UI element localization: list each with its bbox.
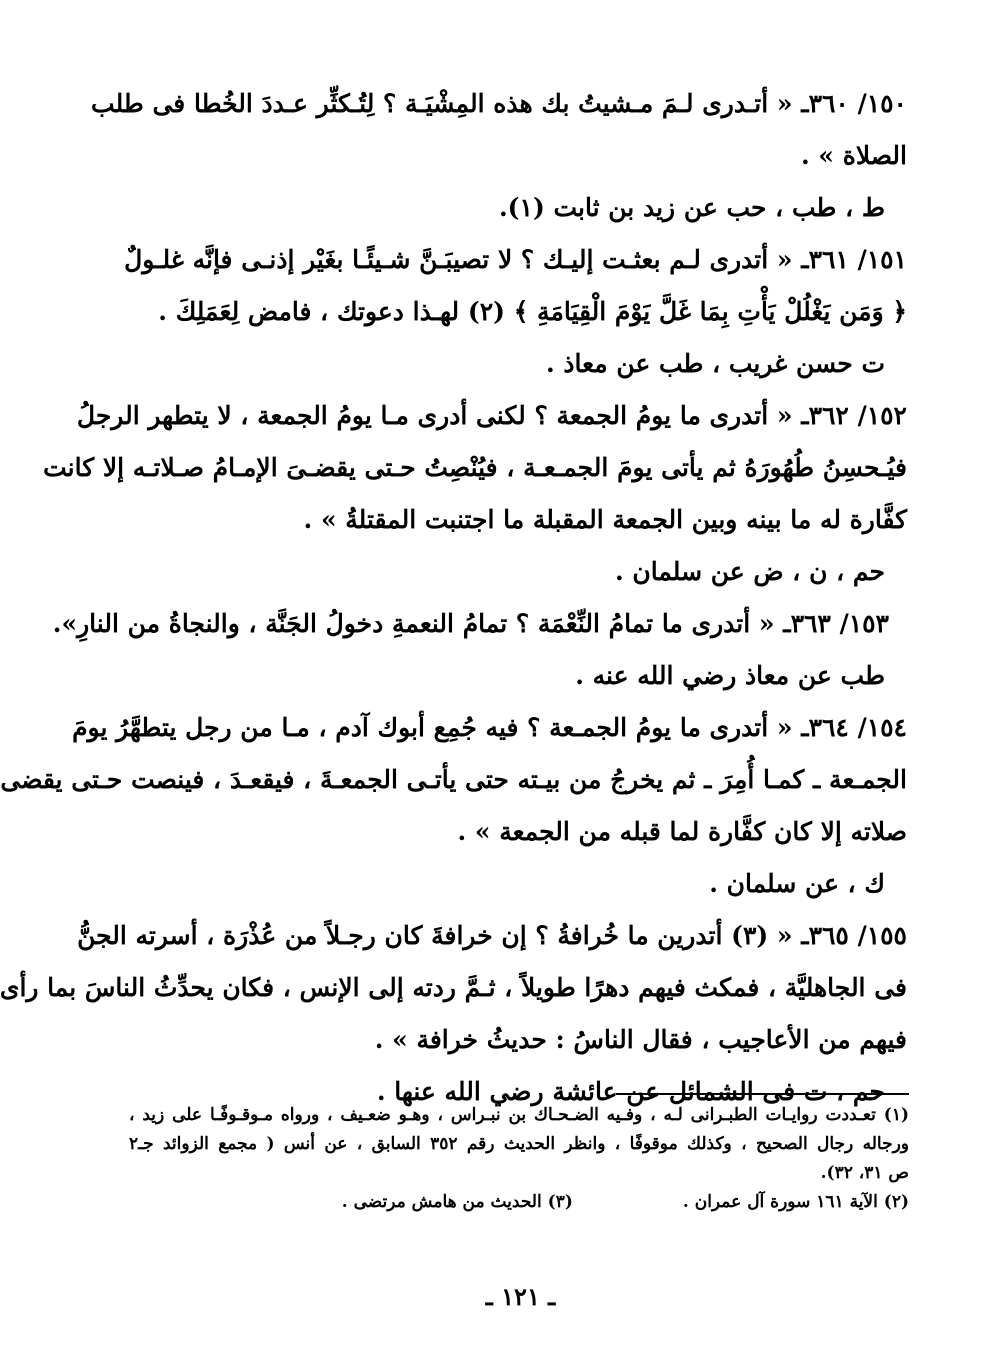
page-number: ـ ١٢١ ـ bbox=[485, 1282, 556, 1311]
hadith-entry-150 bbox=[91, 78, 907, 234]
hadith-text-line: فيهم من الأعاجيب ، فقال الناسُ : حديثُ خرافة » . bbox=[374, 1025, 907, 1054]
hadith-source: ت حسن غريب ، طب عن معاذ . bbox=[546, 349, 885, 378]
hadith-source: حم ، ت فى الشمائل عن عائشة رضي الله عنها . bbox=[376, 1077, 885, 1106]
hadith-text-line: ١٥١/ ٣٦١ـ « أتدرى لـم بعثـت إليـك ؟ لا تصيبَـنَّ شـيئًـا بغَيْر إذنـى فإنَّه غلـولٌ bbox=[124, 245, 907, 274]
hadith-text-line: فيُـحسِنُ طُهُورَهُ ثم يأتى يومَ الجمـعـة ، فيُنْصِتُ حـتى يقضـىَ الإمـامُ صـلاتـه إلا كانت bbox=[43, 453, 907, 482]
hadith-entry-151 bbox=[124, 234, 907, 390]
hadith-entry-154 bbox=[0, 702, 907, 910]
hadith-text-line: ١٥٠/ ٣٦٠ـ « أتـدرى لـمَ مـشيتُ بك هذه المِشْيَـة ؟ لِتُـكثِّر عـددَ الخُطا فى طلب bbox=[91, 89, 907, 118]
hadith-text-line: ١٥٤/ ٣٦٤ـ « أتدرى ما يومُ الجمـعة ؟ فيه جُمِع أبوك آدم ، مـا من رجل يتطهَّرُ يومَ bbox=[72, 713, 907, 742]
hadith-entry-153 bbox=[52, 598, 907, 702]
footnote-3: (٣) الحديث من هامش مرتضى . bbox=[341, 1192, 573, 1212]
hadith-entry-152 bbox=[43, 390, 907, 598]
hadith-text-line: الجمـعة ـ كمـا أُمِرَ ـ ثم يخرجُ من بيـته حتى يأتـى الجمعـةَ ، فيقعـدَ ، فينصت حـتى يقضى bbox=[0, 765, 907, 794]
hadith-text-line: ١٥٣/ ٣٦٣ـ « أتدرى ما تمامُ النِّعْمَة ؟ تمامُ النعمةِ دخولُ الجَنَّة ، والنجاةُ من النارِ». bbox=[52, 609, 889, 638]
hadith-text-line: كفَّارة له ما بينه وبين الجمعة المقبلة ما اجتنبت المقتلةُ » . bbox=[303, 505, 907, 534]
hadith-text-line: ١٥٢/ ٣٦٢ـ « أتدرى ما يومُ الجمعة ؟ لكنى أدرى مـا يومُ الجمعة ، لا يتطهر الرجلُ bbox=[76, 401, 907, 430]
hadith-source: حم ، ن ، ض عن سلمان . bbox=[614, 557, 885, 586]
hadith-source: طب عن معاذ رضي الله عنه . bbox=[575, 661, 885, 690]
hadith-source: ط ، طب ، حب عن زيد بن ثابت (١). bbox=[498, 193, 885, 222]
hadith-text-line: صلاته إلا كان كفَّارة لما قبله من الجمعة » . bbox=[457, 817, 907, 846]
footnote-1-line: ص ٣١، ٣٢). bbox=[820, 1163, 909, 1183]
footnote-2: (٢) الآية ١٦١ سورة آل عمران . bbox=[682, 1192, 909, 1212]
footnote-divider bbox=[616, 1093, 909, 1095]
footnote-1-line: ورجاله رجال الصحيح ، وكذلك موقوفًا ، وانظر الحديث رقم ٣٥٢ السابق ، عن أنس ( مجمع الزوائد جـ٢ bbox=[129, 1134, 909, 1154]
hadith-list bbox=[0, 78, 907, 1118]
hadith-text-line: فى الجاهليَّة ، فمكث فيهم دهرًا طويلاً ، ثـمَّ ردته إلى الإنس ، فكان يحدِّثُ الناسَ بما رأى bbox=[0, 973, 907, 1002]
hadith-text-line: الصلاة » . bbox=[801, 141, 907, 170]
hadith-text-line: ١٥٥/ ٣٦٥ـ « (٣) أتدرين ما خُرافةُ ؟ إن خرافةَ كان رجـلاً من عُذْرَة ، أسرته الجنُّ bbox=[77, 921, 907, 950]
footnote-1-line: (١) تعـددت روايـات الطبـرانى لـه ، وفـيه الضـحـاك بن نبـراس ، وهـو ضعـيف ، ورواه مـوقـوفًـا على زيد ، bbox=[129, 1105, 909, 1125]
footnotes bbox=[129, 1101, 909, 1217]
footnote-row bbox=[129, 1188, 909, 1217]
hadith-source: ك ، عن سلمان . bbox=[709, 869, 885, 898]
hadith-text-line: ﴿ وَمَن يَغْلُلْ يَأْتِ بِمَا غَلَّ يَوْمَ الْقِيَامَةِ ﴾ (٢) لهـذا دعوتك ، فامض لِعَمَلِكَ . bbox=[158, 297, 907, 326]
hadith-entry-155 bbox=[0, 910, 907, 1118]
